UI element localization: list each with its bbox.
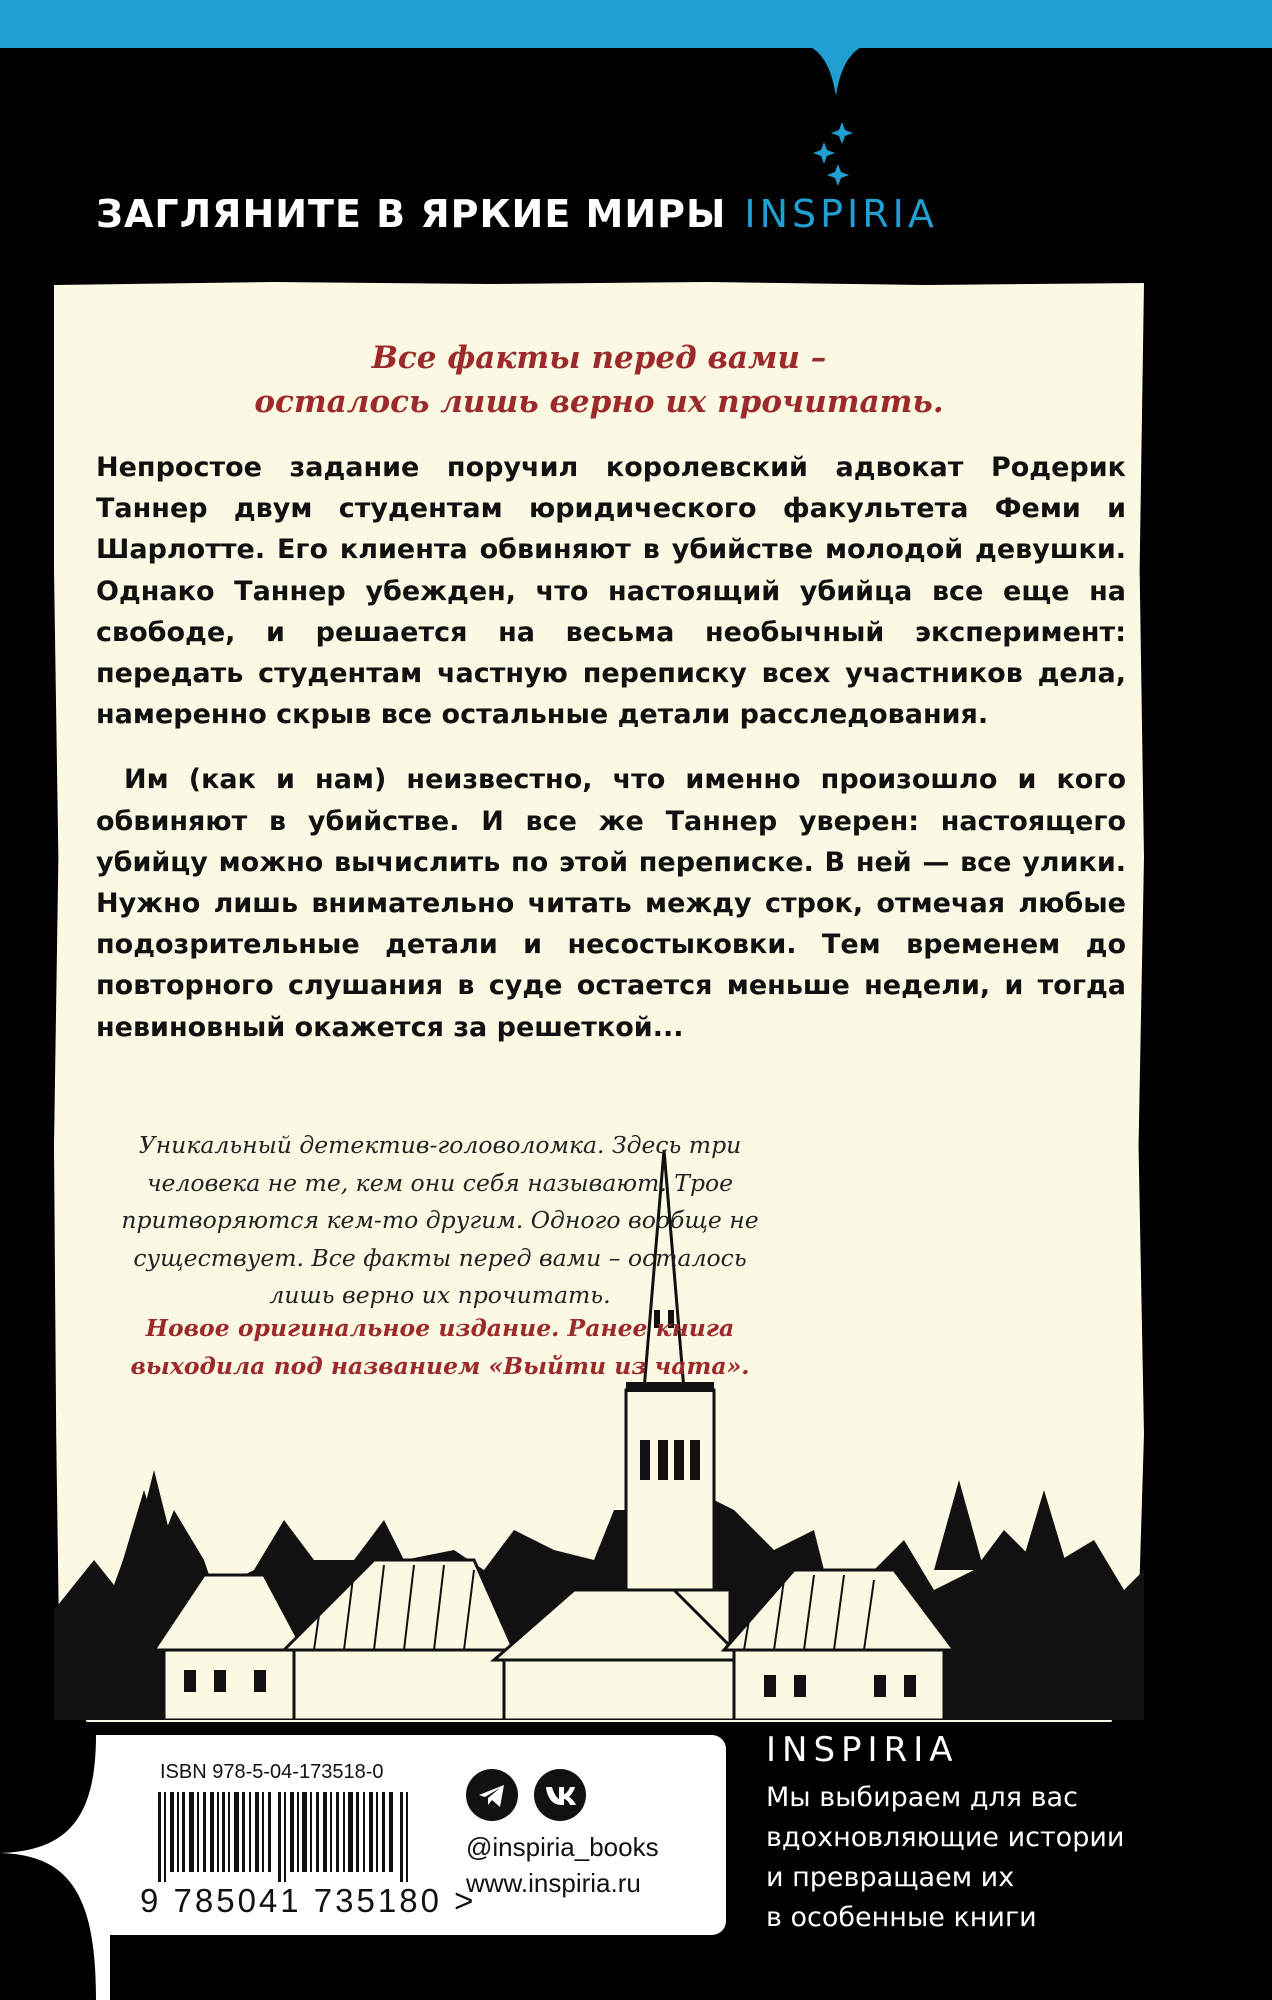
telegram-icon[interactable] <box>466 1769 518 1821</box>
top-accent-bar <box>0 0 1272 48</box>
tagline-line-4: в особенные книги <box>766 1902 1037 1933</box>
edition-note: Новое оригинальное издание. Ранее книга выходила под названием «Выйти из чата». <box>130 1314 750 1380</box>
synopsis-paragraph-1: Непростое задание поручил королевский адвокат Родерик Таннер двум студентам юридического факультета Феми и Шарлотте. Его клиента обвиняют в убийстве молодой девушки. Однако Таннер убежден, что настоящий убийца все еще на свободе, и решается на весьма необычный эксперимент: передать студентам частную переписку всех участников дела, намеренно скрыв все остальные детали расследования. <box>96 452 1126 731</box>
synopsis-paragraph-2: Им (как и нам) неизвестно, что именно произошло и кого обвиняют в убийстве. И все же Таннер уверен: настоящего убийцу можно вычислить по этой переписке. В ней — все улики. Нужно лишь внимательно читать между строк, отмечая любые подозрительные детали и несостыковки. Тем временем до повторного слушания в суде остается меньше недели, и тогда невиновный окажется за решеткой... <box>96 764 1126 1043</box>
isbn-panel-tab <box>0 1735 110 2000</box>
synopsis <box>96 447 1126 1048</box>
barcode <box>158 1792 410 1882</box>
social-handle[interactable]: @inspiria_books <box>466 1832 659 1862</box>
pull-quote <box>54 336 1144 424</box>
sparkle-stars-icon <box>808 120 868 190</box>
cover-headline <box>96 192 938 236</box>
isbn-number: ISBN 978-5-04-173518-0 <box>160 1761 384 1783</box>
headline-brand: INSPIRIA <box>744 192 938 236</box>
blurb-text: Уникальный детектив-головоломка. Здесь три человека не те, кем они себя называют. Трое притворяются кем-то другим. Одного вообще не существует. Все факты перед вами – осталось лишь верно их прочитать. <box>121 1131 759 1309</box>
vk-icon[interactable] <box>534 1769 586 1821</box>
publisher-logo: INSPIRIA <box>766 1730 959 1770</box>
website-link[interactable]: www.inspiria.ru <box>466 1868 641 1898</box>
tagline-line-2: вдохновляющие истории <box>766 1822 1125 1853</box>
pull-quote-line-2: осталось лишь верно их прочитать. <box>254 384 944 420</box>
top-bar-notch <box>790 40 882 100</box>
pull-quote-line-1: Все факты перед вами – <box>371 340 827 376</box>
headline-text: ЗАГЛЯНИТЕ В ЯРКИЕ МИРЫ <box>96 192 727 236</box>
barcode-number: 9 785041 735180 > <box>140 1882 477 1919</box>
publisher-tagline <box>766 1778 1124 1938</box>
tagline-line-3: и превращаем их <box>766 1862 1015 1893</box>
tagline-line-1: Мы выбираем для вас <box>766 1782 1078 1813</box>
